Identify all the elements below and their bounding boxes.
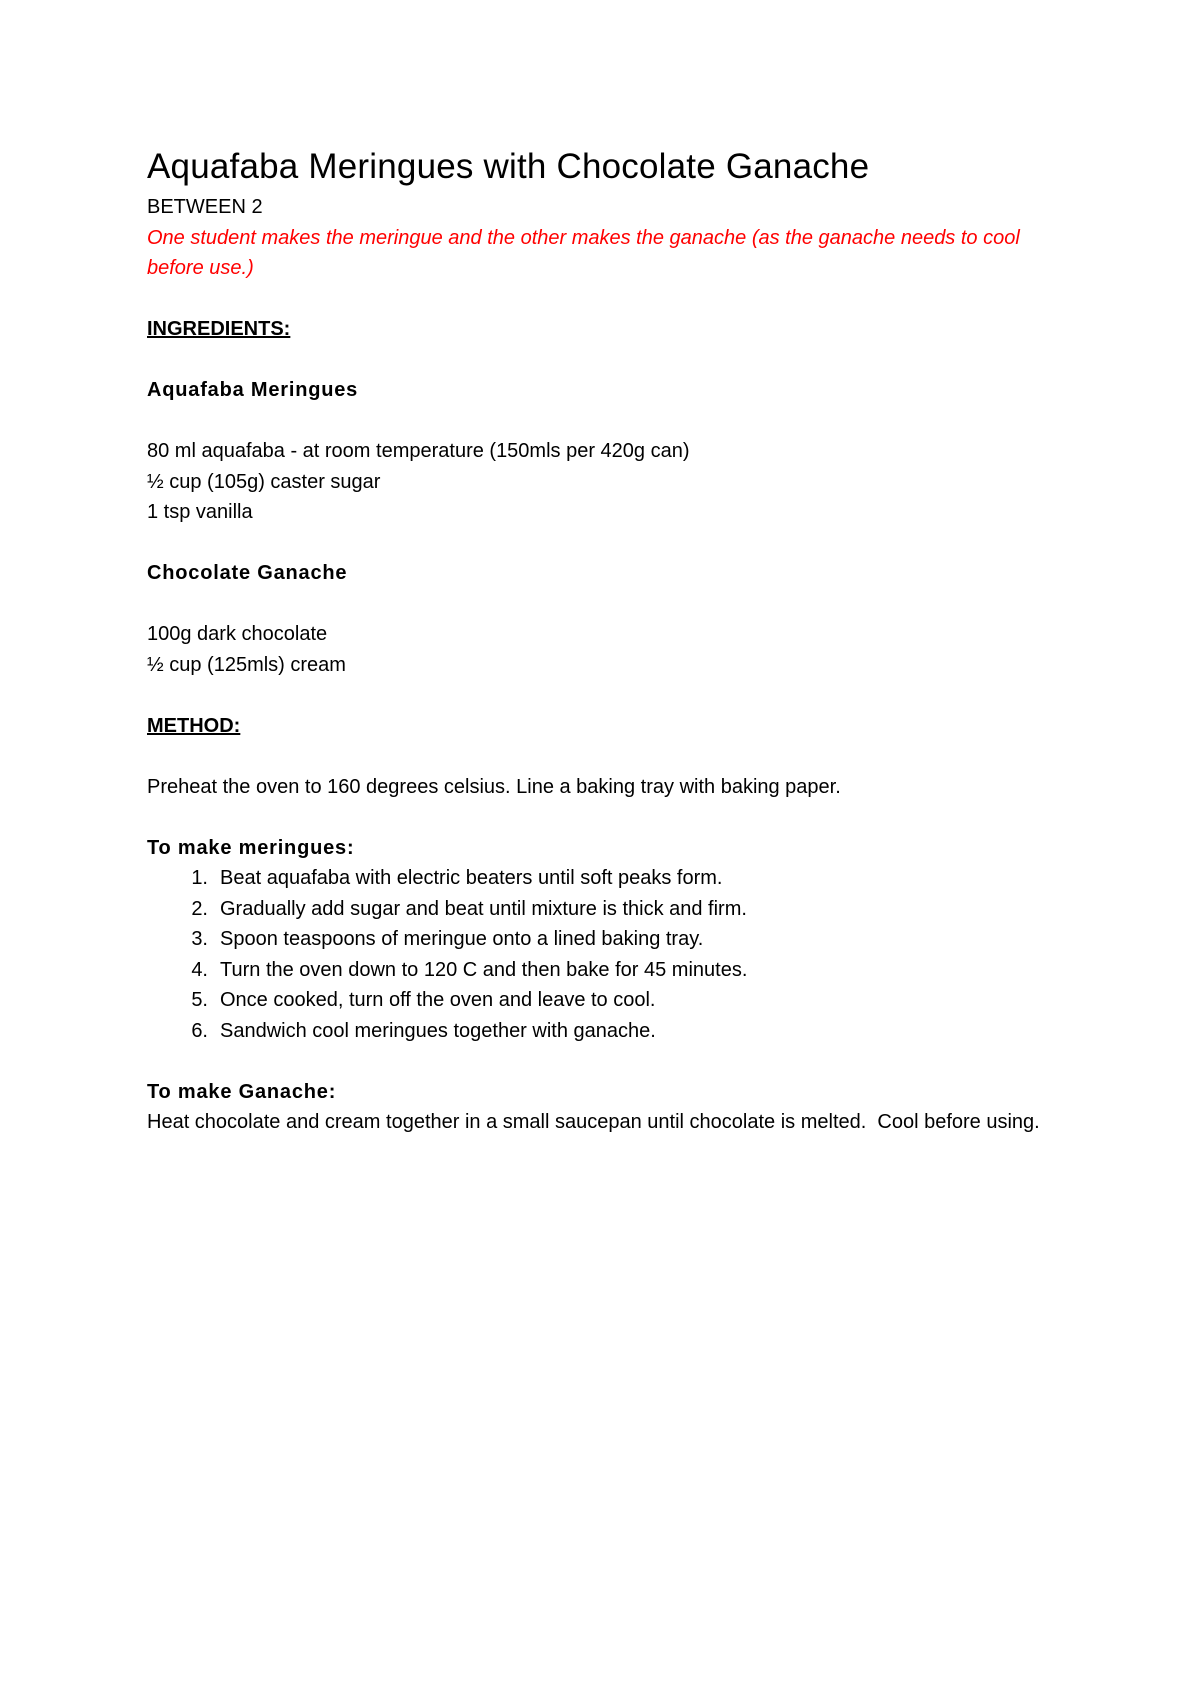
ingredients-heading: INGREDIENTS:: [147, 318, 291, 340]
ingredient-item: 1 tsp vanilla: [147, 501, 253, 523]
spacer: [147, 1046, 1067, 1077]
step-number: 4.: [191, 958, 208, 981]
meringue-steps-list: [147, 863, 1067, 1046]
page-title: Aquafaba Meringues with Chocolate Ganache: [147, 147, 870, 186]
list-item: [147, 863, 1067, 894]
step-number: 1.: [191, 867, 208, 889]
group-size: BETWEEN 2: [147, 196, 263, 218]
step-number: 3.: [191, 928, 208, 950]
ganache-method-text: Heat chocolate and cream together in a small saucepan until chocolate is melted. Cool before using.: [147, 1111, 1040, 1133]
step-text: Sandwich cool meringues together with ganache.: [220, 1019, 656, 1042]
list-item: [147, 924, 1067, 955]
spacer: [147, 406, 1067, 437]
list-item: [147, 894, 1067, 925]
method-heading: METHOD:: [147, 714, 241, 737]
ingredient-item: ½ cup (125mls) cream: [147, 653, 346, 676]
step-text: Spoon teaspoons of meringue onto a lined baking tray.: [220, 928, 704, 950]
recipe-document: [147, 146, 1067, 1138]
meringue-method-heading: To make meringues:: [147, 836, 355, 859]
step-number: 6.: [191, 1019, 208, 1042]
step-text: Beat aquafaba with electric beaters until soft peaks form.: [220, 867, 723, 889]
spacer: [147, 284, 1067, 315]
spacer: [147, 741, 1067, 772]
step-text: Gradually add sugar and beat until mixture is thick and firm.: [220, 897, 747, 920]
list-item: [147, 955, 1067, 986]
step-text: Once cooked, turn off the oven and leave to cool.: [220, 989, 656, 1011]
ingredient-item: 80 ml aquafaba - at room temperature (150mls per 420g can): [147, 440, 690, 462]
step-number: 5.: [191, 989, 208, 1011]
spacer: [147, 589, 1067, 620]
ingredient-item: 100g dark chocolate: [147, 623, 328, 645]
ingredient-item: ½ cup (105g) caster sugar: [147, 470, 381, 493]
list-item: [147, 1016, 1067, 1047]
ganache-method-heading: To make Ganache:: [147, 1080, 337, 1103]
spacer: [147, 680, 1067, 711]
ganache-ingredients-heading: Chocolate Ganache: [147, 562, 348, 584]
spacer: [147, 528, 1067, 559]
step-number: 2.: [191, 897, 208, 920]
list-item: [147, 985, 1067, 1016]
meringue-ingredients-heading: Aquafaba Meringues: [147, 379, 359, 401]
method-intro: Preheat the oven to 160 degrees celsius. Line a baking tray with baking paper.: [147, 775, 841, 798]
spacer: [147, 802, 1067, 833]
instruction-note: One student makes the meringue and the other makes the ganache (as the ganache needs to cool before use.): [147, 226, 1026, 279]
spacer: [147, 345, 1067, 376]
step-text: Turn the oven down to 120 C and then bake for 45 minutes.: [220, 958, 748, 981]
